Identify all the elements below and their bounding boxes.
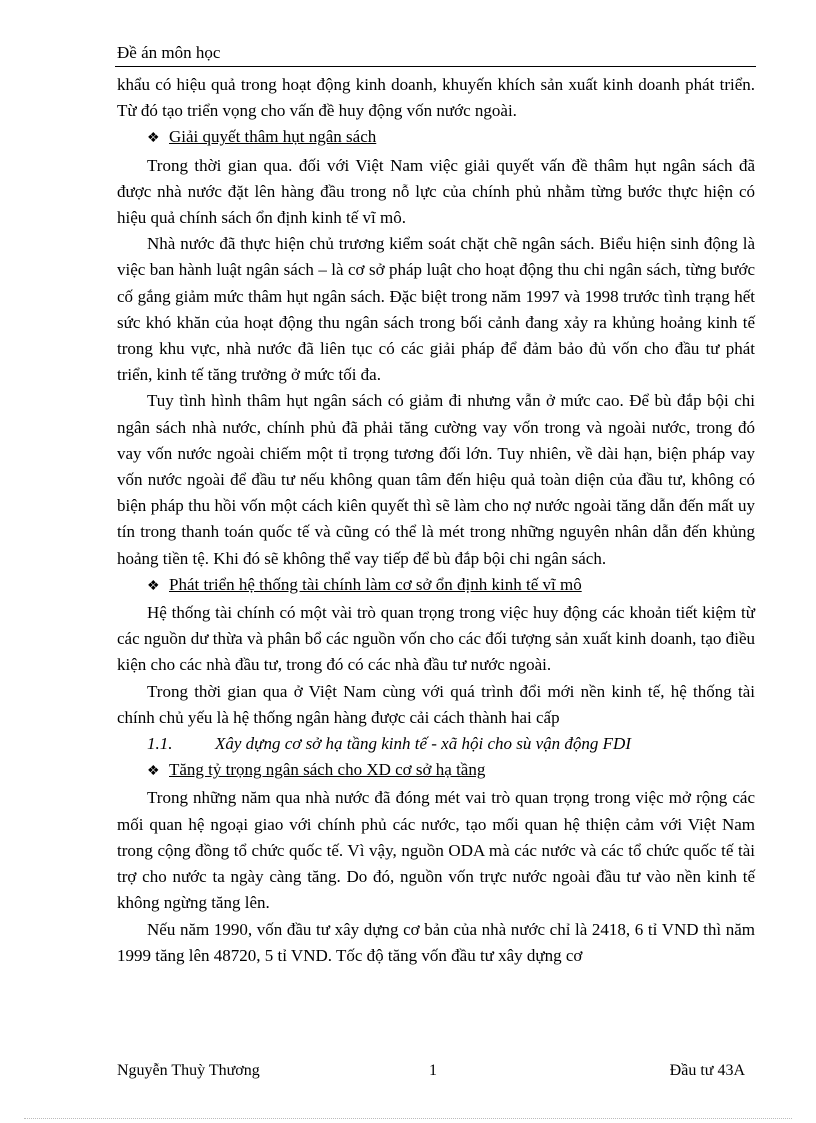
page-footer: [117, 1062, 755, 1084]
header-divider: [115, 66, 756, 67]
subsection-title: Xây dựng cơ sở hạ tầng kinh tế - xã hội cho sù vận động FDI: [215, 734, 631, 754]
diamond-bullet-icon: ❖: [147, 764, 160, 780]
paragraph: Nếu năm 1990, vốn đầu tư xây dựng cơ bản của nhà nước chỉ là 2418, 6 tỉ VND thì năm 1999 tăng lên 48720, 5 tỉ VND. Tốc độ tăng vốn đầu tư xây dựng cơ: [117, 919, 755, 965]
paragraph: Trong thời gian qua. đối với Việt Nam việc giải quyết vấn đề thâm hụt ngân sách đã được nhà nước đặt lên hàng đầu trong nỗ lực của chính phủ nhằm từng bước thực hiện có hiệu quả chính sách ổn định kinh tế vĩ mô.: [117, 155, 755, 228]
paragraph: Nhà nước đã thực hiện chủ trương kiểm soát chặt chẽ ngân sách. Biểu hiện sinh động là việc ban hành luật ngân sách – là cơ sở pháp luật cho hoạt động thu chi ngân sách, từng bước cố gắng giảm mức thâm hụt ngân sách. Đặc biệt trong năm 1997 và 1998 trước tình trạng hết sức khó khăn của hoạt động thu ngân sách trong bối cảnh đang xảy ra khủng hoảng kinh tế trong khu vực, nhà nước đã liên tục có các giải pháp để đảm bảo đủ vốn cho đầu tư phát triển, kinh tế tăng trưởng ở mức tối đa.: [117, 234, 755, 385]
paragraph: khẩu có hiệu quả trong hoạt động kinh doanh, khuyến khích sản xuất kinh doanh phát triển. Từ đó tạo triển vọng cho vấn đề huy động vốn nước ngoài.: [117, 75, 755, 121]
document-body: [117, 72, 755, 969]
diamond-bullet-icon: ❖: [147, 578, 160, 594]
diamond-bullet-icon: ❖: [147, 131, 160, 147]
paragraph: Trong những năm qua nhà nước đã đóng mét vai trò quan trọng trong việc mở rộng các mối quan hệ ngoại giao với chính phủ các nước, tạo mối quan hệ thiện cảm với Việt Nam trong cộng đồng tổ chức quốc tế. Vì vậy, nguồn ODA mà các nước và các tổ chức quốc tế tài trợ cho nước ta ngày càng tăng. Do đó, nguồn vốn trực nước ngoài đầu tư vào nền kinh tế không ngừng tăng lên.: [117, 788, 755, 913]
bullet-heading: ❖ Phát triển hệ thống tài chính làm cơ sở ổn định kinh tế vĩ mô: [117, 572, 755, 600]
paragraph: Tuy tình hình thâm hụt ngân sách có giảm đi nhưng vẫn ở mức cao. Để bù đắp bội chi ngân sách nhà nước, chính phủ đã phải tăng cường vay vốn trong và ngoài nước, trong đó vay vốn nước ngoài chiếm một tỉ trọng tương đối lớn. Tuy nhiên, về dài hạn, biện pháp vay vốn nước ngoài để đầu tư nếu không quan tâm đến hiệu quả toàn diện của đầu tư, không có biện pháp thu hồi vốn một cách kiên quyết thì sẽ làm cho nợ nước ngoài tăng dẫn đến mất uy tín trong thanh toán quốc tế và cũng có thể là mét trong những nguyên nhân dẫn đến khủng hoảng tiền tệ. Khi đó sẽ không thể vay tiếp để bù đắp bội chi ngân sách.: [117, 391, 755, 568]
subsection-number: 1.1.: [147, 734, 173, 754]
subsection-heading: [117, 731, 755, 757]
paragraph: Hệ thống tài chính có một vài trò quan trọng trong việc huy động các khoản tiết kiệm từ các nguồn dư thừa và phân bổ các nguồn vốn cho các đối tượng sản xuất kinh doanh, tạo điều kiện cho các nhà đầu tư, trong đó có các nhà đầu tư nước ngoài.: [117, 603, 755, 675]
page-header-title: Đề án môn học: [117, 43, 221, 62]
page-bottom-dotted-line: [24, 1118, 792, 1119]
bullet-heading: ❖ Tăng tỷ trọng ngân sách cho XD cơ sở hạ tầng: [117, 757, 755, 785]
paragraph: Trong thời gian qua ở Việt Nam cùng với quá trình đổi mới nền kinh tế, hệ thống tài chính chủ yếu là hệ thống ngân hàng được cải cách thành hai cấp: [117, 681, 755, 727]
footer-author: Nguyễn Thuỳ Thương: [117, 1062, 260, 1079]
bullet-heading: ❖ Giải quyết thâm hụt ngân sách: [117, 124, 755, 152]
footer-class: Đầu tư 43A: [669, 1062, 745, 1079]
footer-page-number: 1: [429, 1062, 437, 1079]
